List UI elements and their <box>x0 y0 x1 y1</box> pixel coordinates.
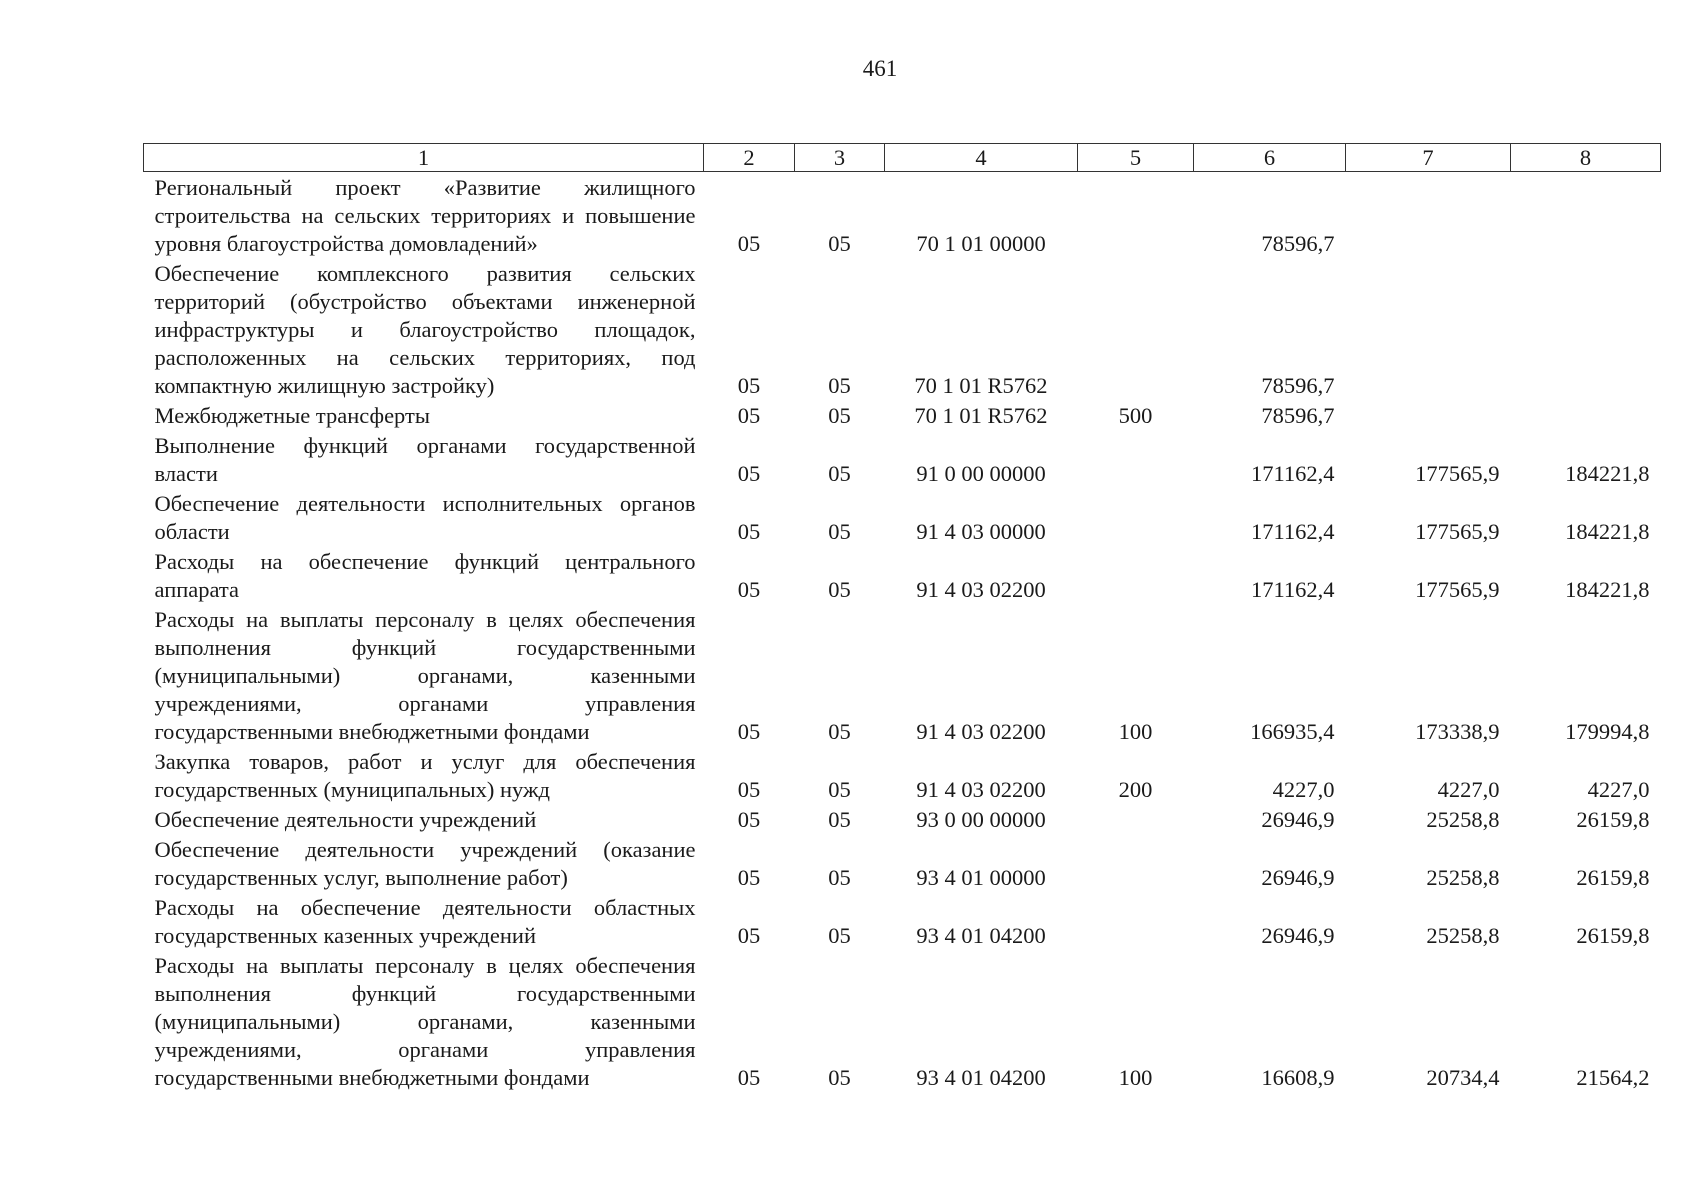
amount-col6: 78596,7 <box>1261 403 1335 428</box>
target-article-code: 93 4 01 00000 <box>916 865 1046 890</box>
subsection-code: 05 <box>828 807 851 832</box>
expense-name: Обеспечение деятельности учреждений (оказание государственных услуг, выполнение работ) <box>154 837 696 890</box>
table-row <box>144 546 1661 604</box>
column-header: 7 <box>1346 144 1511 172</box>
amount-col8 <box>1511 172 1661 259</box>
table-row <box>144 400 1661 430</box>
expense-name: Расходы на обеспечение деятельности областных государственных казенных учреждений <box>154 895 696 948</box>
amount-col8 <box>1511 400 1661 430</box>
amount-col7 <box>1346 400 1511 430</box>
column-header: 1 <box>144 144 704 172</box>
subsection-code: 05 <box>828 231 851 256</box>
expense-type-code <box>1078 546 1194 604</box>
section-code: 05 <box>737 719 761 744</box>
amount-col7 <box>1346 258 1511 400</box>
subsection-code: 05 <box>828 1065 851 1090</box>
amount-col8: 184221,8 <box>1565 519 1650 544</box>
section-code: 05 <box>737 777 761 802</box>
table-row <box>144 834 1661 892</box>
table-row <box>144 488 1661 546</box>
table-row <box>144 804 1661 834</box>
section-code: 05 <box>737 807 761 832</box>
section-code: 05 <box>737 403 761 428</box>
column-header: 3 <box>795 144 885 172</box>
target-article-code: 91 0 00 00000 <box>916 461 1046 486</box>
amount-col7: 20734,4 <box>1426 1065 1500 1090</box>
column-header: 5 <box>1078 144 1194 172</box>
table-row <box>144 892 1661 950</box>
amount-col7: 4227,0 <box>1437 777 1500 802</box>
table-row <box>144 604 1661 746</box>
expense-type-code <box>1078 804 1194 834</box>
amount-col6: 171162,4 <box>1250 577 1335 602</box>
expense-name: Обеспечение деятельности учреждений <box>154 807 537 832</box>
subsection-code: 05 <box>828 461 851 486</box>
amount-col7: 177565,9 <box>1415 577 1500 602</box>
amount-col7: 177565,9 <box>1415 519 1500 544</box>
amount-col6: 171162,4 <box>1250 461 1335 486</box>
expense-type-code <box>1078 834 1194 892</box>
subsection-code: 05 <box>828 577 851 602</box>
amount-col6: 171162,4 <box>1250 519 1335 544</box>
expense-name: Расходы на выплаты персоналу в целях обеспечения выполнения функций государственными (муниципальными) органами, казенными учреждениями, органами управления государственными внебюджетными фондами <box>154 607 696 744</box>
expense-name: Региональный проект «Развитие жилищного строительства на сельских территориях и повышение уровня благоустройства домовладений» <box>154 175 696 256</box>
subsection-code: 05 <box>828 923 851 948</box>
column-header: 4 <box>885 144 1078 172</box>
expense-name: Межбюджетные трансферты <box>154 403 430 428</box>
amount-col7: 25258,8 <box>1426 865 1500 890</box>
amount-col7: 173338,9 <box>1415 719 1500 744</box>
amount-col7: 25258,8 <box>1426 807 1500 832</box>
amount-col7: 25258,8 <box>1426 923 1500 948</box>
subsection-code: 05 <box>828 519 851 544</box>
budget-table <box>143 143 1661 1092</box>
amount-col8: 26159,8 <box>1576 923 1650 948</box>
target-article-code: 91 4 03 00000 <box>916 519 1046 544</box>
table-row <box>144 950 1661 1092</box>
expense-type-code <box>1078 430 1194 488</box>
amount-col6: 166935,4 <box>1250 719 1335 744</box>
target-article-code: 91 4 03 02200 <box>916 777 1046 802</box>
expense-name: Обеспечение деятельности исполнительных органов области <box>154 491 696 544</box>
expense-type-code <box>1078 258 1194 400</box>
expense-type-code <box>1078 488 1194 546</box>
target-article-code: 70 1 01 R5762 <box>914 403 1048 428</box>
expense-type-code: 100 <box>1118 1065 1153 1090</box>
expense-type-code: 200 <box>1118 777 1153 802</box>
expense-name: Обеспечение комплексного развития сельских территорий (обустройство объектами инженерной инфраструктуры и благоустройство площадок, расположенных на сельских территориях, под компактную жилищную застройку) <box>154 261 696 398</box>
section-code: 05 <box>737 577 761 602</box>
amount-col8: 26159,8 <box>1576 865 1650 890</box>
section-code: 05 <box>737 231 761 256</box>
page-number: 461 <box>862 56 898 81</box>
amount-col7: 177565,9 <box>1415 461 1500 486</box>
expense-name: Выполнение функций органами государственной власти <box>154 433 696 486</box>
section-code: 05 <box>737 373 761 398</box>
column-header: 2 <box>704 144 795 172</box>
amount-col8: 26159,8 <box>1576 807 1650 832</box>
subsection-code: 05 <box>828 777 851 802</box>
expense-name: Расходы на выплаты персоналу в целях обеспечения выполнения функций государственными (муниципальными) органами, казенными учреждениями, органами управления государственными внебюджетными фондами <box>154 953 696 1090</box>
column-header: 8 <box>1511 144 1661 172</box>
amount-col6: 26946,9 <box>1261 807 1335 832</box>
target-article-code: 93 4 01 04200 <box>916 1065 1046 1090</box>
table-row <box>144 172 1661 259</box>
amount-col6: 4227,0 <box>1272 777 1335 802</box>
target-article-code: 93 0 00 00000 <box>916 807 1046 832</box>
expense-type-code <box>1078 892 1194 950</box>
amount-col6: 78596,7 <box>1261 373 1335 398</box>
subsection-code: 05 <box>828 373 851 398</box>
target-article-code: 70 1 01 R5762 <box>914 373 1048 398</box>
amount-col8: 184221,8 <box>1565 461 1650 486</box>
expense-type-code: 100 <box>1118 719 1153 744</box>
amount-col8 <box>1511 258 1661 400</box>
section-code: 05 <box>737 519 761 544</box>
amount-col8: 4227,0 <box>1587 777 1650 802</box>
section-code: 05 <box>737 461 761 486</box>
column-number-row <box>144 144 1661 172</box>
target-article-code: 70 1 01 00000 <box>916 231 1046 256</box>
column-header: 6 <box>1194 144 1346 172</box>
subsection-code: 05 <box>828 865 851 890</box>
section-code: 05 <box>737 865 761 890</box>
amount-col7 <box>1346 172 1511 259</box>
amount-col6: 26946,9 <box>1261 923 1335 948</box>
expense-type-code <box>1078 172 1194 259</box>
table-row <box>144 746 1661 804</box>
table-row <box>144 258 1661 400</box>
section-code: 05 <box>737 1065 761 1090</box>
amount-col6: 78596,7 <box>1261 231 1335 256</box>
subsection-code: 05 <box>828 403 851 428</box>
section-code: 05 <box>737 923 761 948</box>
amount-col8: 21564,2 <box>1576 1065 1650 1090</box>
amount-col8: 184221,8 <box>1565 577 1650 602</box>
expense-name: Расходы на обеспечение функций центрального аппарата <box>154 549 696 602</box>
amount-col6: 26946,9 <box>1261 865 1335 890</box>
expense-name: Закупка товаров, работ и услуг для обеспечения государственных (муниципальных) нужд <box>154 749 696 802</box>
subsection-code: 05 <box>828 719 851 744</box>
target-article-code: 93 4 01 04200 <box>916 923 1046 948</box>
target-article-code: 91 4 03 02200 <box>916 719 1046 744</box>
expense-type-code: 500 <box>1118 403 1153 428</box>
amount-col8: 179994,8 <box>1565 719 1650 744</box>
table-row <box>144 430 1661 488</box>
amount-col6: 16608,9 <box>1261 1065 1335 1090</box>
target-article-code: 91 4 03 02200 <box>916 577 1046 602</box>
